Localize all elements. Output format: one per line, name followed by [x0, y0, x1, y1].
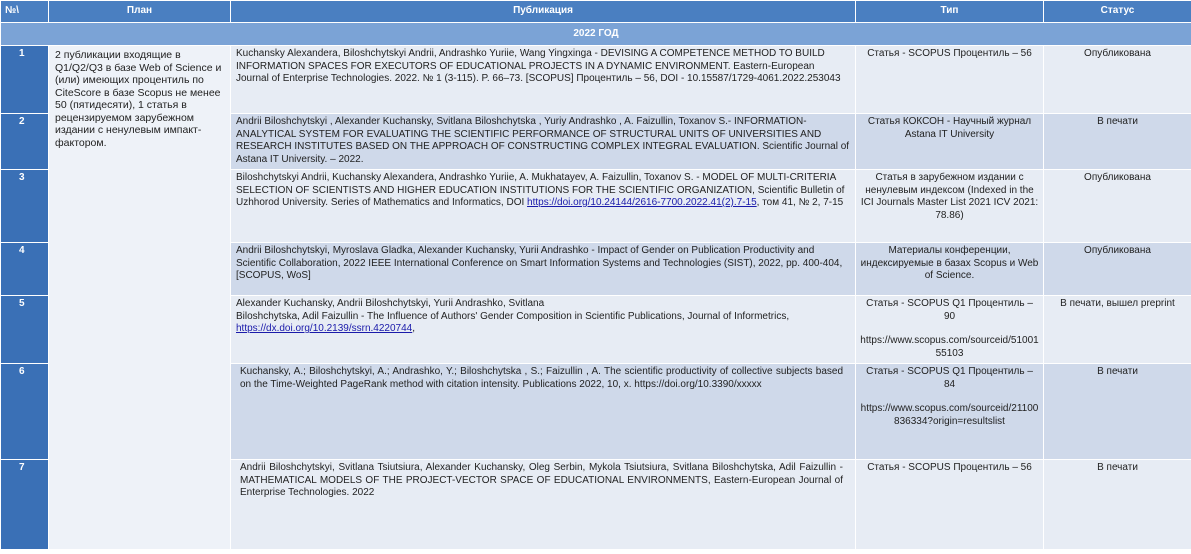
type-text: Статья - SCOPUS Q1 Процентиль – 84 [866, 366, 1033, 390]
header-status: Статус [1044, 1, 1191, 23]
type-cell [856, 364, 1044, 460]
publication-cell [231, 296, 856, 364]
status-cell: Опубликована [1044, 46, 1191, 114]
status-cell: Опубликована [1044, 170, 1191, 243]
header-type: Тип [856, 1, 1044, 23]
type-cell: Статья в зарубежном издании с ненулевым индексом (Indexed in the ICI Journals Master List 2021 ICV 2021: 78.86) [856, 170, 1044, 243]
status-cell: В печати [1044, 460, 1191, 550]
plan-cell: 2 публикации входящие в Q1/Q2/Q3 в базе Web of Science и (или) имеющих процентиль по CiteScore в базе Scopus не менее 50 (пятидесяти), 1 статья в рецензируемом зарубежном издании с ненулевым импакт-фактором. [49, 46, 231, 550]
year-row [1, 23, 1191, 46]
row-number: 2 [1, 114, 49, 170]
row-number: 7 [1, 460, 49, 550]
scopus-source-url: https://www.scopus.com/sourceid/5100155103 [860, 335, 1039, 359]
header-plan: План [49, 1, 231, 23]
publication-cell: Andrii Biloshchytskyi, Svitlana Tsiutsiura, Alexander Kuchansky, Oleg Serbin, Mykola Tsiutsiura, Svitlana Biloshchytska, Adil Faizullin - MATHEMATICAL MODELS OF THE PROJECT-VECTOR SPACE OF EDUCATIONAL ENVIRONMENTS, Eastern-European Journal of Enterprise Technologies. 2022 [231, 460, 856, 550]
type-text: Статья - SCOPUS Q1 Процентиль – 90 [866, 298, 1033, 322]
publication-cell: Andrii Biloshchytskyi, Myroslava Gladka, Alexander Kuchansky, Yurii Andrashko - Impact of Gender on Publication Productivity and Scientific Collaboration, 2022 IEEE International Conference on Smart Information Systems and Technologies (SIST), 2022, pp. 400-404, [SCOPUS, WoS] [231, 243, 856, 296]
publication-cell: Andrii Biloshchytskyi , Alexander Kuchansky, Svitlana Biloshchytska , Yuriy Andrashko , A. Faizullin, Toxanov S.- INFORMATION-ANALYTICAL SYSTEM FOR EVALUATING THE SCIENTIFIC PERFORMANCE OF STRUCTURAL UNITS OF UNIVERSITIES AND RESEARCH INSTITUTES BASED ON THE APPROACH OF CONSTRUCTING COMPLEX INTEGRAL EVALUATION. Scientific Journal of Astana IT University. – 2022. [231, 114, 856, 170]
status-cell: В печати [1044, 364, 1191, 460]
header-num: №\ [1, 1, 49, 23]
doi-link[interactable]: https://doi.org/10.24144/2616-7700.2022.41(2).7-15 [527, 197, 757, 208]
publication-cell [231, 170, 856, 243]
year-label: 2022 ГОД [1, 23, 1191, 46]
status-cell: В печати, вышел preprint [1044, 296, 1191, 364]
header-row [1, 1, 1191, 23]
table-row [1, 46, 1191, 114]
publication-text: Biloshchytskyi Andrii, Kuchansky Alexandera, Andrashko Yuriie, A. Mukhatayev, A. Faizullin, Toxanov S. - MODEL OF MULTI-CRITERIA SELECTION OF SCIENTISTS AND HIGHER EDUCATION INSTITUTIONS FOR THE SCIENTIFIC ORGANIZATION, Scientific Bulletin of Uzhhorod University. Series of Mathematics and Informatics, DOI [236, 172, 845, 208]
publication-cell: Kuchansky Alexandera, Biloshchytskyi Andrii, Andrashko Yuriie, Wang Yingxinga - DEVISING A COMPETENCE METHOD TO BUILD INFORMATION SPACES FOR EXECUTORS OF EDUCATIONAL PROJECTS IN A DYNAMIC ENVIRONMENT. Eastern-European Journal of Enterprise Technologies. 2022. № 1 (3-115). P. 66–73. [SCOPUS] Процентиль – 56, DOI - 10.15587/1729-4061.2022.253043 [231, 46, 856, 114]
type-cell [856, 296, 1044, 364]
row-number: 3 [1, 170, 49, 243]
publication-line-1: Alexander Kuchansky, Andrii Biloshchytskyi, Yurii Andrashko, Svitlana [236, 298, 545, 309]
type-cell: Статья - SCOPUS Процентиль – 56 [856, 46, 1044, 114]
type-cell: Статья КОКСОН - Научный журнал Astana IT University [856, 114, 1044, 170]
publication-cell: Kuchansky, A.; Biloshchytskyi, A.; Andrashko, Y.; Biloshchytska , S.; Faizullin , A. The scientific productivity of collective subjects based on the Time-Weighted PageRank method with citation intensity. Publications 2022, 10, x. https://doi.org/10.3390/xxxxx [231, 364, 856, 460]
row-number: 6 [1, 364, 49, 460]
row-number: 1 [1, 46, 49, 114]
status-cell: Опубликована [1044, 243, 1191, 296]
row-number: 4 [1, 243, 49, 296]
publication-text: Biloshchytska, Adil Faizullin - The Influence of Authors' Gender Composition in Scientific Publications, Journal of Informetrics, [236, 310, 790, 322]
publication-tail: , том 41, № 2, 7-15 [756, 197, 844, 208]
header-publication: Публикация [231, 1, 856, 23]
type-cell: Материалы конференции, индексируемые в базах Scopus и Web of Science. [856, 243, 1044, 296]
row-number: 5 [1, 296, 49, 364]
status-cell: В печати [1044, 114, 1191, 170]
scopus-source-url: https://www.scopus.com/sourceid/21100836334?origin=resultslist [860, 403, 1039, 427]
type-cell: Статья - SCOPUS Процентиль – 56 [856, 460, 1044, 550]
publication-tail: , [412, 323, 416, 334]
ssrn-link[interactable]: https://dx.doi.org/10.2139/ssrn.4220744 [236, 323, 413, 334]
